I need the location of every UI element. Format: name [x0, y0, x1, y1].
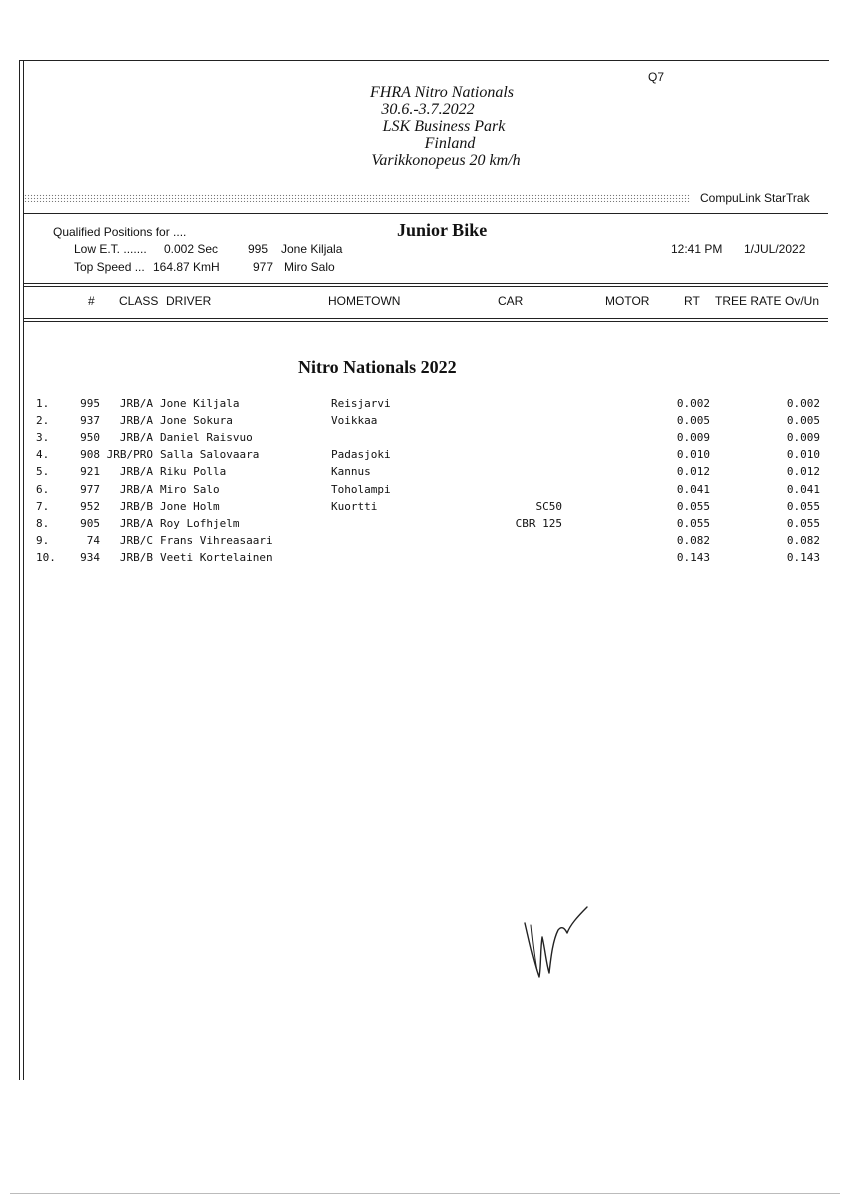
brand-label: CompuLink StarTrak [700, 191, 810, 205]
page-bottom-rule [10, 1193, 840, 1194]
row-ov-un: 0.005 [786, 414, 820, 428]
col-rt: RT [684, 294, 700, 308]
event-dates: 30.6.-3.7.2022 [381, 101, 475, 118]
row-class: JRB/A [119, 397, 153, 410]
row-ov-un: 0.143 [786, 550, 820, 564]
low-et-driver: Jone Kiljala [281, 242, 343, 256]
row-number: 74 [86, 533, 100, 547]
row-hometown: Padasjoki [331, 448, 391, 462]
column-header-top-rule [24, 283, 828, 284]
row-number: 995 [80, 397, 100, 410]
qualified-label: Qualified Positions for .... [53, 225, 187, 239]
row-position: 5. [36, 465, 50, 479]
row-position: 6. [36, 482, 50, 496]
col-number: # [88, 294, 95, 308]
row-position: 8. [36, 516, 50, 530]
row-rt: 0.012 [676, 465, 710, 479]
row-position: 2. [36, 414, 50, 428]
row-car: CBR 125 [515, 516, 562, 530]
report-time: 12:41 PM [671, 242, 723, 256]
row-driver: Riku Polla [160, 465, 227, 479]
row-driver: Veeti Kortelainen [160, 550, 273, 564]
row-ov-un: 0.055 [786, 499, 820, 513]
top-speed-value: 164.87 KmH [153, 260, 220, 274]
row-position: 9. [36, 533, 50, 547]
top-speed-driver: Miro Salo [284, 260, 335, 274]
row-number: 950 [80, 431, 100, 445]
row-position: 10. [36, 550, 56, 564]
row-class: JRB/A [119, 482, 153, 496]
row-number: 934 [80, 550, 100, 564]
col-motor: MOTOR [605, 294, 650, 308]
row-position: 1. [36, 397, 50, 410]
row-class: JRB/A [119, 516, 153, 530]
column-header-top-rule-2 [24, 286, 828, 287]
row-driver: Jone Kiljala [160, 397, 240, 410]
row-class: JRB/B [119, 499, 153, 513]
row-ov-un: 0.055 [786, 516, 820, 530]
row-driver: Jone Sokura [160, 414, 233, 428]
row-number: 937 [80, 414, 100, 428]
row-rt: 0.005 [676, 414, 710, 428]
section-title: Nitro Nationals 2022 [298, 357, 457, 377]
col-hometown: HOMETOWN [328, 294, 401, 308]
row-hometown: Reisjarvi [331, 397, 391, 410]
row-number: 952 [80, 499, 100, 513]
row-class: JRB/PRO [106, 448, 153, 462]
left-border-outer [19, 60, 20, 1080]
row-ov-un: 0.082 [786, 533, 820, 547]
row-class: JRB/B [119, 550, 153, 564]
row-class: JRB/A [119, 465, 153, 479]
class-title: Junior Bike [397, 220, 488, 240]
row-hometown: Kuortti [331, 499, 378, 513]
row-driver: Jone Holm [160, 499, 220, 513]
row-ov-un: 0.012 [786, 465, 820, 479]
signature [515, 895, 595, 985]
row-class: JRB/A [119, 414, 153, 428]
row-number: 908 [80, 448, 100, 462]
row-hometown: Toholampi [331, 482, 391, 496]
event-venue: LSK Business Park [382, 118, 506, 135]
row-driver: Daniel Raisvuo [160, 431, 253, 445]
row-ov-un: 0.010 [786, 448, 820, 462]
row-rt: 0.143 [676, 550, 710, 564]
row-number: 977 [80, 482, 100, 496]
low-et-number: 995 [248, 242, 269, 256]
top-border [19, 60, 829, 61]
row-position: 4. [36, 448, 50, 462]
col-ov-un: Ov/Un [785, 294, 820, 308]
row-position: 7. [36, 499, 50, 513]
row-position: 3. [36, 431, 50, 445]
row-ov-un: 0.002 [786, 397, 820, 410]
column-header-bottom-rule-2 [24, 321, 828, 322]
event-pit-speed: Varikkonopeus 20 km/h [371, 152, 521, 169]
col-driver: DRIVER [166, 294, 212, 308]
column-header-bottom-rule [24, 318, 828, 319]
row-rt: 0.010 [676, 448, 710, 462]
row-number: 905 [80, 516, 100, 530]
row-class: JRB/C [119, 533, 153, 547]
row-class: JRB/A [119, 431, 153, 445]
dotted-band [24, 194, 690, 202]
row-rt: 0.055 [676, 499, 710, 513]
col-tree-rate: TREE RATE [715, 294, 782, 308]
row-hometown: Voikkaa [331, 414, 378, 428]
row-rt: 0.041 [676, 482, 710, 496]
row-number: 921 [80, 465, 100, 479]
top-speed-number: 977 [253, 260, 274, 274]
row-hometown: Kannus [331, 465, 371, 479]
page-code: Q7 [648, 70, 665, 84]
row-rt: 0.082 [676, 533, 710, 547]
top-speed-label: Top Speed ... [74, 260, 145, 274]
row-driver: Frans Vihreasaari [160, 533, 273, 547]
row-driver: Miro Salo [160, 482, 220, 496]
event-name: FHRA Nitro Nationals [369, 84, 514, 101]
row-ov-un: 0.009 [786, 431, 820, 445]
low-et-label: Low E.T. ....... [74, 242, 147, 256]
col-class: CLASS [119, 294, 159, 308]
header-divider [24, 213, 828, 214]
event-country: Finland [424, 135, 476, 152]
row-driver: Roy Lofhjelm [160, 516, 240, 530]
low-et-value: 0.002 Sec [164, 242, 219, 256]
row-ov-un: 0.041 [786, 482, 820, 496]
row-rt: 0.055 [676, 516, 710, 530]
row-rt: 0.002 [676, 397, 710, 410]
row-car: SC50 [535, 499, 562, 513]
col-car: CAR [498, 294, 524, 308]
report-date: 1/JUL/2022 [744, 242, 806, 256]
row-driver: Salla Salovaara [160, 448, 260, 462]
row-rt: 0.009 [676, 431, 710, 445]
